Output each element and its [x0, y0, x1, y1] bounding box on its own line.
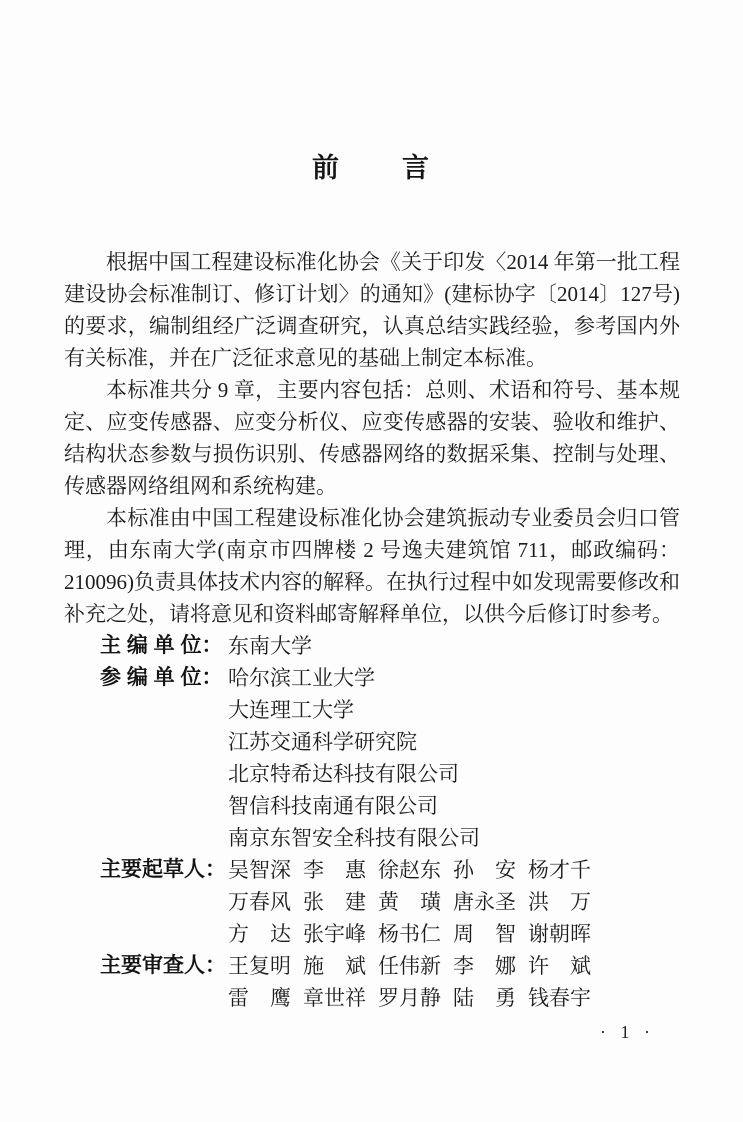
person-name: 许 斌: [528, 954, 591, 978]
name-row: [228, 854, 680, 886]
participating-units-label: 参 编 单 位：: [100, 666, 223, 689]
person-name: 吴智深: [228, 858, 291, 882]
person-name: 唐永圣: [453, 890, 516, 914]
drafters-label: 主要起草人：: [100, 858, 226, 881]
unit-name: 大连理工大学: [228, 698, 354, 722]
page-content: [64, 0, 680, 1014]
name-row: [228, 982, 680, 1014]
person-name: 王复明: [228, 954, 291, 978]
person-name: 张 建: [303, 890, 366, 914]
person-name: 任伟新: [378, 954, 441, 978]
person-name: 孙 安: [453, 858, 516, 882]
person-name: 雷 鹰: [228, 986, 291, 1010]
person-name: 周 智: [453, 922, 516, 946]
editorial-section: [100, 630, 680, 1014]
unit-name: 南京东智安全科技有限公司: [228, 826, 480, 850]
page-title: 前 言: [312, 153, 432, 183]
drafters-row: [100, 854, 680, 950]
name-row: [228, 918, 680, 950]
unit-name: 智信科技南通有限公司: [228, 794, 438, 818]
person-name: 徐赵东: [378, 858, 441, 882]
unit-name: 哈尔滨工业大学: [228, 666, 375, 690]
chief-editor-row: [100, 630, 680, 662]
participating-units-row: [100, 662, 680, 854]
person-name: 谢朝晖: [528, 922, 591, 946]
person-name: 洪 万: [528, 890, 591, 914]
reviewers-row: [100, 950, 680, 1014]
chief-editor-label: 主 编 单 位：: [100, 634, 223, 657]
person-name: 张宇峰: [303, 922, 366, 946]
unit-name: 江苏交通科学研究院: [228, 730, 417, 754]
person-name: 杨才千: [528, 858, 591, 882]
chief-editor-units: [228, 630, 680, 662]
paragraph-basis: 根据中国工程建设标准化协会《关于印发〈2014 年第一批工程建设协会标准制订、修订计划〉的通知》(建标协字〔2014〕127号)的要求，编制组经广泛调查研究，认真总结实践经验，参考国内外有关标准，并在广泛征求意见的基础上制定本标准。: [64, 250, 680, 370]
person-name: 李 惠: [303, 858, 366, 882]
drafters-name-grid: [228, 854, 680, 950]
person-name: 施 斌: [303, 954, 366, 978]
page-number: · 1 ·: [600, 1022, 655, 1042]
paragraph-administration: 本标准由中国工程建设标准化协会建筑振动专业委员会归口管理，由东南大学(南京市四牌楼 2 号逸夫建筑馆 711，邮政编码：210096)负责具体技术内容的解释。在执行过程中如发现需要修改和补充之处，请将意见和资料邮寄解释单位，以供今后修订时参考。: [64, 506, 680, 626]
person-name: 万春风: [228, 890, 291, 914]
person-name: 杨书仁: [378, 922, 441, 946]
person-name: 黄 璜: [378, 890, 441, 914]
person-name: 章世祥: [303, 986, 366, 1010]
person-name: 陆 勇: [453, 986, 516, 1010]
person-name: 李 娜: [453, 954, 516, 978]
participating-units-list: [228, 662, 680, 854]
name-row: [228, 886, 680, 918]
unit-name: 北京特希达科技有限公司: [228, 762, 459, 786]
person-name: 钱春宇: [528, 986, 591, 1010]
paragraph-contents: 本标准共分 9 章，主要内容包括：总则、术语和符号、基本规定、应变传感器、应变分析仪、应变传感器的安装、验收和维护、结构状态参数与损伤识别、传感器网络的数据采集、控制与处理、传感器网络组网和系统构建。: [64, 378, 680, 498]
name-row: [228, 950, 680, 982]
unit-name: 东南大学: [228, 634, 312, 658]
reviewers-label: 主要审查人：: [100, 954, 226, 977]
person-name: 罗月静: [378, 986, 441, 1010]
person-name: 方 达: [228, 922, 291, 946]
reviewers-name-grid: [228, 950, 680, 1014]
